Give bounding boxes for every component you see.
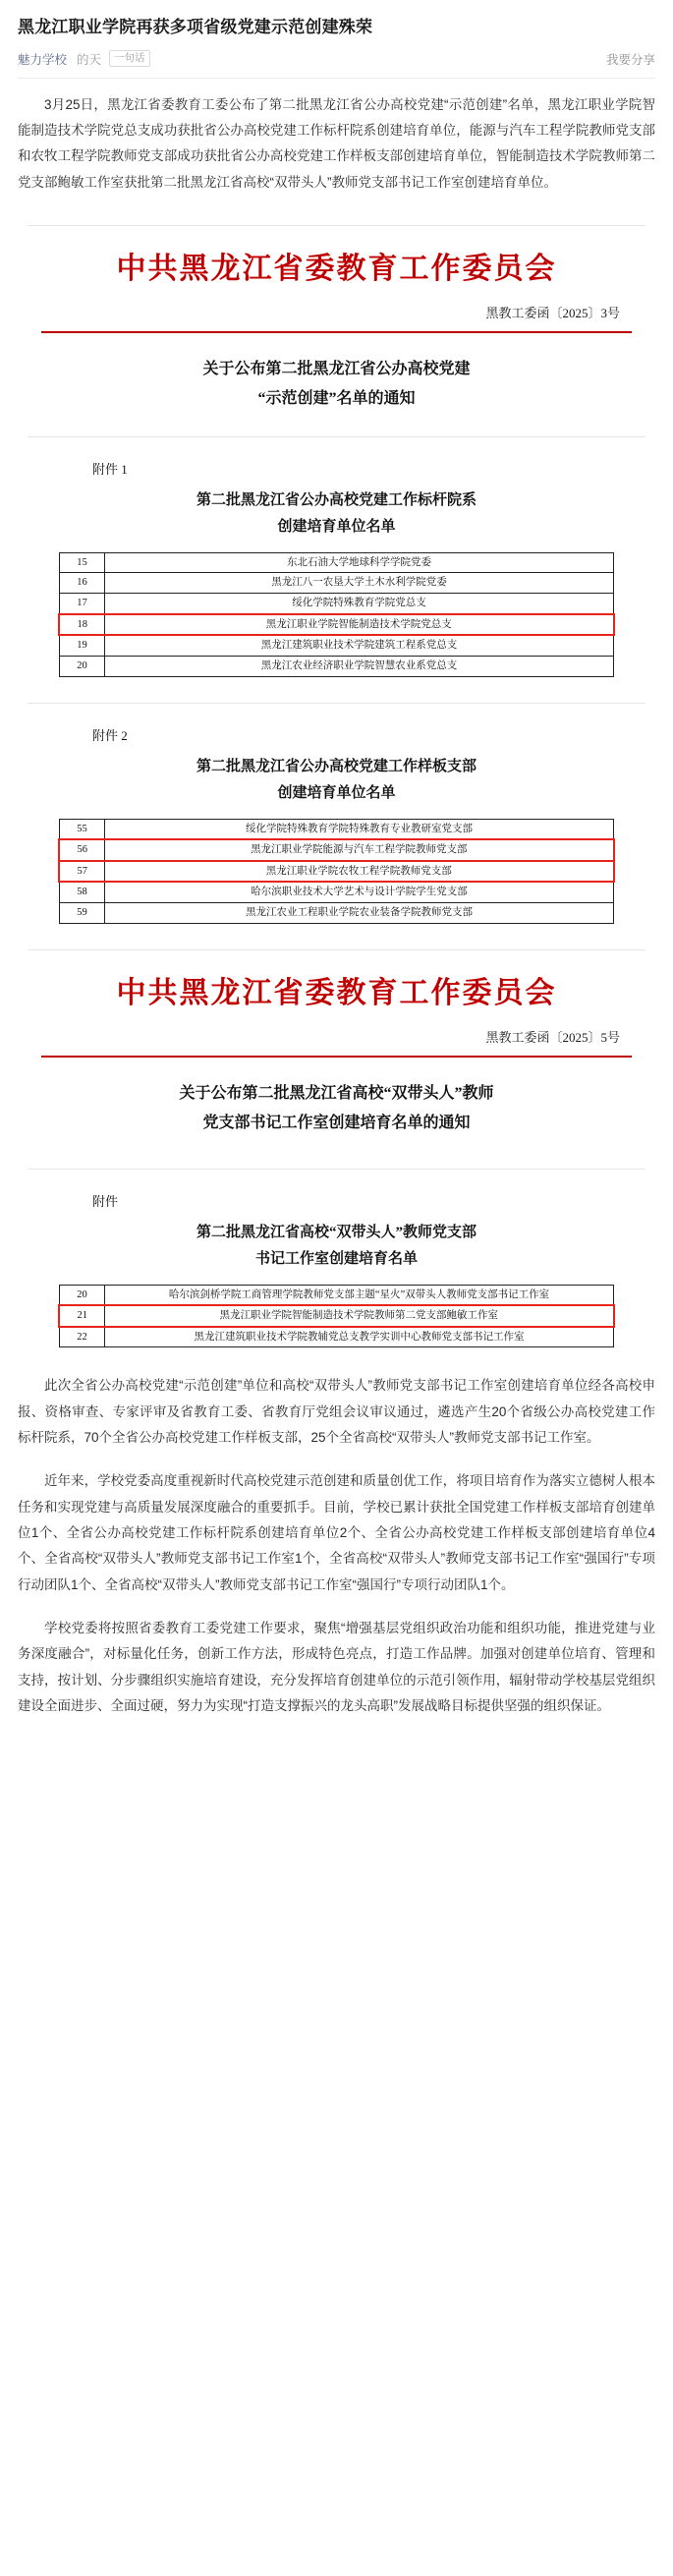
document-subject-line-1: 关于公布第二批黑龙江省高校“双带头人”教师 [179,1084,494,1102]
attachment-title-line-2: 创建培育单位名单 [277,518,396,535]
row-unit-name: 绥化学院特殊教育学院党总支 [104,593,613,613]
row-unit-name: 东北石油大学地球科学学院党委 [104,552,613,573]
lead-paragraph: 3月25日，黑龙江省委教育工委公布了第二批黑龙江省公办高校党建“示范创建”名单，黑龙江职业学院智能制造技术学院党总支成功获批省公办高校党建工作标杆院系创建培育单位，能源与汽车工程学院教师党支部和农牧工程学院教师党支部成功获批省公办高校党建工作样板支部创建培育单位，智能制造技术学院教师第二党支部鲍敏工作室获批第二批黑龙江省高校“双带头人”教师党支部书记工作室创建培育单位。 [18,96,655,190]
attachment-title-line-2: 创建培育单位名单 [277,784,396,801]
row-unit-name: 哈尔滨职业技术大学艺术与设计学院学生党支部 [104,882,613,902]
row-unit-name: 黑龙江农业工程职业学院农业装备学院教师党支部 [104,903,613,924]
attachment-title-line-1: 第二批黑龙江省公办高校党建工作样板支部 [196,758,477,774]
row-unit-name: 哈尔滨剑桥学院工商管理学院教师党支部主题“星火”双带头人教师党支部书记工作室 [104,1285,613,1305]
row-number: 17 [59,593,104,613]
document-header-title: 中共黑龙江省委教育工作委员会 [116,976,557,1009]
row-number: 58 [59,882,104,902]
attachment-title-line-1: 第二批黑龙江省公办高校党建工作标杆院系 [196,491,477,508]
row-number: 20 [59,656,104,676]
table-row [59,1285,613,1305]
table-row-highlighted [59,614,613,636]
closing-paragraph-1: 此次全省公办高校党建“示范创建”单位和高校“双带头人”教师党支部书记工作室创建培育单位经各高校申报、资格审查、专家评审及省教育工委、省教育厅党组会议审议通过，遴选产生20个省级公办高校党建工作标杆院系，70个全省公办高校党建工作样板支部，25个全省高校“双带头人”教师党支部书记工作室。 [18,1378,655,1446]
closing-paragraph-3: 学校党委将按照省委教育工委党建工作要求，聚焦“增强基层党组织政治功能和组织功能，推进党建与业务深度融合”，对标量化任务，创新工作方法，形成特色亮点，打造工作品牌。加强对创建单位培育、管理和支持，按计划、分步骤组织实施培育建设，充分发挥培育创建单位的示范引领作用，辐射带动学校基层党组织建设全面进步、全面过硬，努力为实现“打造支撑振兴的龙头高职”发展战略目标提供坚强的组织保证。 [18,1620,655,1713]
attachment-title-line-2: 书记工作室创建培育名单 [254,1250,418,1267]
account-name[interactable]: 魅力学校 [18,52,68,67]
attachment-table-2 [58,819,614,924]
publish-date: 的天 [77,52,102,67]
row-number: 56 [59,839,104,861]
attachment-title [28,750,645,819]
row-unit-name: 黑龙江职业学院能源与汽车工程学院教师党支部 [104,839,613,861]
row-number: 15 [59,552,104,573]
attachment-label: 附件 2 [92,727,128,743]
row-number: 59 [59,903,104,924]
attachment-title [28,484,645,552]
document-number: 黑教工委函〔2025〕5号 [485,1029,620,1045]
attachment-label: 附件 [92,1193,119,1209]
official-document-1 [18,225,655,924]
table-row-highlighted [59,1305,613,1327]
document-header-title: 中共黑龙江省委教育工作委员会 [116,252,557,285]
row-unit-name: 黑龙江职业学院农牧工程学院教师党支部 [104,861,613,883]
document-red-rule [41,1056,632,1058]
row-unit-name: 绥化学院特殊教育学院特殊教育专业教研室党支部 [104,819,613,839]
table-row [59,573,613,594]
attachment-table-3 [58,1285,614,1348]
row-number: 16 [59,573,104,594]
official-document-2 [18,949,655,1348]
document-red-rule [41,331,632,333]
row-number: 19 [59,635,104,656]
document-subject-line-1: 关于公布第二批黑龙江省公办高校党建 [202,360,471,377]
document-subject-line-2: 党支部书记工作室创建培育名单的通知 [202,1115,471,1132]
row-number: 21 [59,1305,104,1327]
table-row [59,656,613,676]
table-row [59,635,613,656]
document-number: 黑教工委函〔2025〕3号 [485,305,620,320]
row-unit-name: 黑龙江农业经济职业学院智慧农业系党总支 [104,656,613,676]
row-number: 20 [59,1285,104,1305]
article-meta [18,50,655,79]
closing-paragraph-2: 近年来，学校党委高度重视新时代高校党建示范创建和质量创优工作，将项目培育作为落实立德树人根本任务和实现党建与高质量发展深度融合的重要抓手。目前，学校已累计获批全国党建工作样板支部培育创建单位1个、全省公办高校党建工作标杆院系创建培育单位2个、全省公办高校党建工作样板支部创建培育单位4个、全省高校“双带头人”教师党支部书记工作室1个，全省高校“双带头人”教师党支部书记工作室“强国行”专项行动团队1个、全省高校“双带头人”教师党支部书记工作室“强国行”专项行动团队1个。 [18,1473,655,1592]
row-number: 22 [59,1327,104,1347]
table-row-highlighted [59,839,613,861]
attachment-label: 附件 1 [92,461,128,477]
row-unit-name: 黑龙江职业学院智能制造技术学院党总支 [104,614,613,636]
table-row [59,882,613,902]
table-row [59,552,613,573]
table-row [59,903,613,924]
row-unit-name: 黑龙江八一农垦大学土木水利学院党委 [104,573,613,594]
attachment-title [28,1216,645,1285]
document-subject [28,1075,645,1149]
row-unit-name: 黑龙江职业学院智能制造技术学院教师第二党支部鲍敏工作室 [104,1305,613,1327]
table-row [59,819,613,839]
document-subject-line-2: “示范创建”名单的通知 [257,390,416,408]
row-number: 57 [59,861,104,883]
row-unit-name: 黑龙江建筑职业技术学院教辅党总支教学实训中心教师党支部书记工作室 [104,1327,613,1347]
article-tag[interactable]: 一句话 [109,50,150,67]
attachment-title-line-1: 第二批黑龙江省高校“双带头人”教师党支部 [196,1224,477,1240]
table-row-highlighted [59,861,613,883]
table-row [59,1327,613,1347]
row-number: 55 [59,819,104,839]
attachment-table-1 [58,552,614,677]
row-unit-name: 黑龙江建筑职业技术学院建筑工程系党总支 [104,635,613,656]
table-row [59,593,613,613]
document-subject [28,351,645,425]
row-number: 18 [59,614,104,636]
share-button[interactable]: 我要分享 [605,52,655,67]
page-title: 黑龙江职业学院再获多项省级党建示范创建殊荣 [18,18,373,36]
